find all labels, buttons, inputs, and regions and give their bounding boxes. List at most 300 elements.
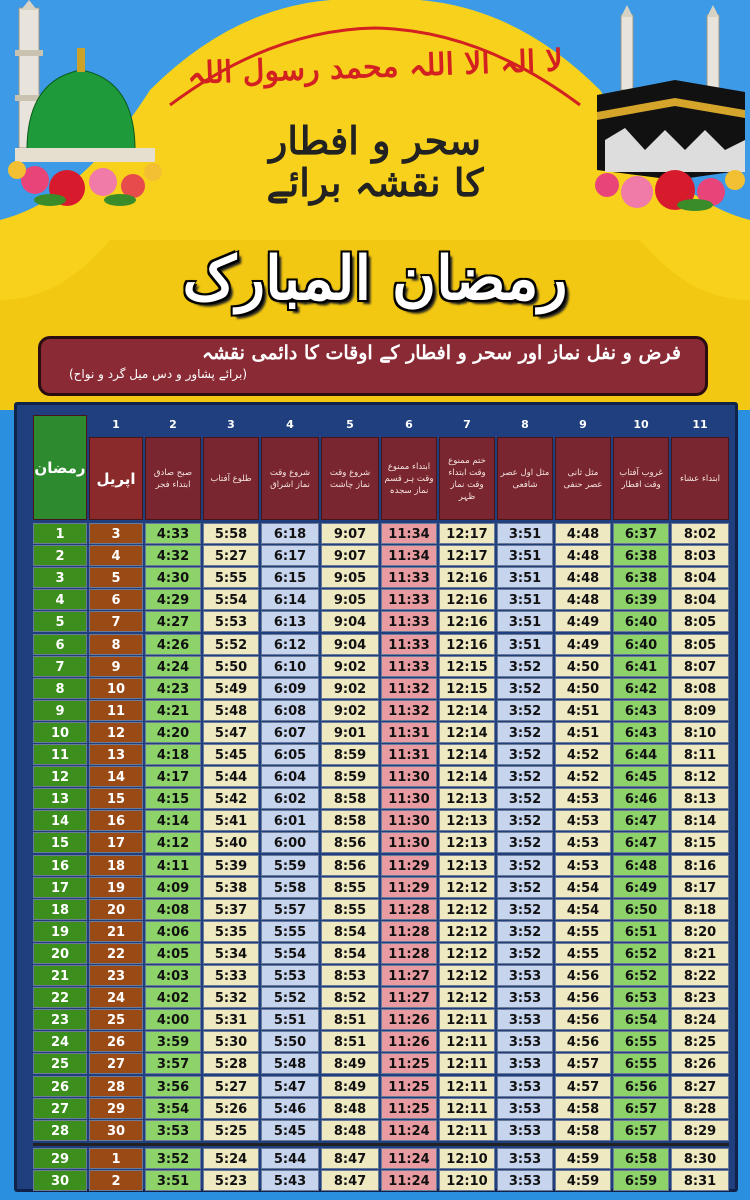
time-cell: 6:17 (261, 545, 319, 566)
ramzan-day-cell: 17 (33, 877, 87, 898)
time-cell: 8:51 (321, 1031, 379, 1052)
time-cell: 3:53 (497, 1031, 553, 1052)
time-cell: 5:54 (261, 943, 319, 964)
time-cell: 9:05 (321, 589, 379, 610)
time-cell: 8:14 (671, 810, 729, 831)
time-cell: 4:52 (555, 766, 611, 787)
time-cell: 9:05 (321, 567, 379, 588)
time-cell: 8:58 (321, 810, 379, 831)
time-cell: 3:51 (497, 523, 553, 544)
time-cell: 3:53 (497, 1098, 553, 1119)
time-cell: 11:28 (381, 899, 437, 920)
ramzan-day-cell: 4 (33, 589, 87, 610)
time-cell: 6:18 (261, 523, 319, 544)
time-cell: 4:27 (145, 611, 201, 632)
time-cell: 4:56 (555, 1009, 611, 1030)
time-cell: 8:29 (671, 1120, 729, 1141)
april-date-cell: 1 (89, 1148, 143, 1169)
time-cell: 6:37 (613, 523, 669, 544)
time-cell: 8:03 (671, 545, 729, 566)
time-cell: 5:43 (261, 1170, 319, 1191)
time-cell: 5:27 (203, 545, 259, 566)
time-cell: 5:52 (203, 634, 259, 655)
time-cell: 6:52 (613, 965, 669, 986)
column-number: 1 (112, 418, 120, 431)
time-cell: 4:23 (145, 678, 201, 699)
time-cell: 6:40 (613, 634, 669, 655)
time-cell: 12:12 (439, 987, 495, 1008)
time-cell: 4:02 (145, 987, 201, 1008)
column-number: 9 (579, 418, 587, 431)
time-cell: 11:25 (381, 1098, 437, 1119)
april-date-cell: 3 (89, 523, 143, 544)
time-cell: 12:16 (439, 567, 495, 588)
column-number: 4 (286, 418, 294, 431)
time-cell: 8:48 (321, 1098, 379, 1119)
time-cell: 3:52 (497, 678, 553, 699)
time-cell: 5:41 (203, 810, 259, 831)
time-cell: 6:46 (613, 788, 669, 809)
time-cell: 4:59 (555, 1148, 611, 1169)
time-cell: 12:11 (439, 1053, 495, 1074)
time-cell: 5:44 (261, 1148, 319, 1169)
time-cell: 6:52 (613, 943, 669, 964)
time-cell: 12:14 (439, 744, 495, 765)
ramzan-day-cell: 28 (33, 1120, 87, 1141)
april-date-cell: 20 (89, 899, 143, 920)
time-cell: 8:47 (321, 1148, 379, 1169)
time-cell: 4:17 (145, 766, 201, 787)
time-cell: 4:30 (145, 567, 201, 588)
time-cell: 5:47 (261, 1076, 319, 1097)
time-cell: 9:02 (321, 678, 379, 699)
time-cell: 6:12 (261, 634, 319, 655)
time-cell: 12:11 (439, 1076, 495, 1097)
april-date-cell: 22 (89, 943, 143, 964)
time-cell: 5:55 (261, 921, 319, 942)
time-cell: 6:57 (613, 1098, 669, 1119)
time-cell: 6:14 (261, 589, 319, 610)
time-cell: 6:00 (261, 832, 319, 853)
time-cell: 12:13 (439, 832, 495, 853)
time-cell: 5:30 (203, 1031, 259, 1052)
column-number: 2 (169, 418, 177, 431)
time-cell: 4:54 (555, 899, 611, 920)
time-cell: 4:48 (555, 567, 611, 588)
time-cell: 11:33 (381, 656, 437, 677)
april-date-cell: 2 (89, 1170, 143, 1191)
ramzan-day-cell: 25 (33, 1053, 87, 1074)
time-cell: 5:49 (203, 678, 259, 699)
time-cell: 4:48 (555, 545, 611, 566)
time-cell: 5:55 (203, 567, 259, 588)
time-cell: 8:18 (671, 899, 729, 920)
time-cell: 12:11 (439, 1120, 495, 1141)
column-number: 6 (405, 418, 413, 431)
time-cell: 8:55 (321, 877, 379, 898)
time-cell: 3:52 (497, 832, 553, 853)
time-cell: 4:29 (145, 589, 201, 610)
ramzan-day-cell: 26 (33, 1076, 87, 1097)
april-date-cell: 12 (89, 722, 143, 743)
april-date-cell: 19 (89, 877, 143, 898)
time-cell: 11:32 (381, 678, 437, 699)
time-cell: 8:48 (321, 1120, 379, 1141)
time-cell: 8:59 (321, 744, 379, 765)
kalima-text: لا الہ الا اللہ محمد رسول اللہ (186, 43, 564, 92)
time-cell: 4:48 (555, 523, 611, 544)
time-cell: 8:10 (671, 722, 729, 743)
time-cell: 5:44 (203, 766, 259, 787)
time-cell: 5:42 (203, 788, 259, 809)
ramzan-day-cell: 15 (33, 832, 87, 853)
time-cell: 4:57 (555, 1053, 611, 1074)
time-cell: 8:53 (321, 965, 379, 986)
time-cell: 8:11 (671, 744, 729, 765)
time-cell: 8:12 (671, 766, 729, 787)
time-cell: 4:53 (555, 832, 611, 853)
time-cell: 8:25 (671, 1031, 729, 1052)
time-cell: 5:58 (261, 877, 319, 898)
april-date-cell: 15 (89, 788, 143, 809)
time-cell: 4:05 (145, 943, 201, 964)
time-cell: 5:31 (203, 1009, 259, 1030)
time-cell: 3:53 (497, 1120, 553, 1141)
time-cell: 4:58 (555, 1120, 611, 1141)
april-date-cell: 21 (89, 921, 143, 942)
ramzan-day-cell: 14 (33, 810, 87, 831)
time-cell: 11:28 (381, 921, 437, 942)
time-cell: 11:32 (381, 700, 437, 721)
time-cell: 3:51 (497, 545, 553, 566)
month-separator (33, 1143, 729, 1146)
time-cell: 4:14 (145, 810, 201, 831)
time-cell: 9:07 (321, 523, 379, 544)
time-cell: 3:52 (497, 855, 553, 876)
column-number: 3 (227, 418, 235, 431)
time-cell: 4:49 (555, 634, 611, 655)
time-cell: 11:30 (381, 788, 437, 809)
time-cell: 8:04 (671, 589, 729, 610)
time-cell: 4:24 (145, 656, 201, 677)
time-cell: 8:05 (671, 611, 729, 632)
time-cell: 6:10 (261, 656, 319, 677)
time-cell: 11:34 (381, 545, 437, 566)
april-date-cell: 11 (89, 700, 143, 721)
time-cell: 4:26 (145, 634, 201, 655)
column-header: ختم ممنوع وقت ابتداء وقت نماز ظہر (439, 437, 495, 520)
column-number: 10 (633, 418, 649, 431)
time-cell: 3:53 (497, 1009, 553, 1030)
time-cell: 8:15 (671, 832, 729, 853)
time-cell: 4:54 (555, 877, 611, 898)
time-cell: 5:50 (203, 656, 259, 677)
time-cell: 8:17 (671, 877, 729, 898)
time-cell: 12:12 (439, 921, 495, 942)
time-cell: 5:26 (203, 1098, 259, 1119)
time-cell: 4:21 (145, 700, 201, 721)
time-cell: 6:57 (613, 1120, 669, 1141)
time-cell: 12:11 (439, 1098, 495, 1119)
time-cell: 12:14 (439, 700, 495, 721)
time-cell: 6:08 (261, 700, 319, 721)
april-date-cell: 7 (89, 611, 143, 632)
time-cell: 4:06 (145, 921, 201, 942)
time-cell: 12:12 (439, 899, 495, 920)
time-cell: 11:24 (381, 1148, 437, 1169)
time-cell: 6:04 (261, 766, 319, 787)
april-date-cell: 5 (89, 567, 143, 588)
time-cell: 8:16 (671, 855, 729, 876)
ramzan-day-cell: 19 (33, 921, 87, 942)
time-cell: 4:08 (145, 899, 201, 920)
time-cell: 4:48 (555, 589, 611, 610)
april-date-cell: 23 (89, 965, 143, 986)
time-cell: 3:51 (497, 567, 553, 588)
time-cell: 5:57 (261, 899, 319, 920)
time-cell: 5:28 (203, 1053, 259, 1074)
column-number: 5 (346, 418, 354, 431)
time-cell: 6:01 (261, 810, 319, 831)
time-cell: 4:58 (555, 1098, 611, 1119)
time-cell: 6:07 (261, 722, 319, 743)
time-cell: 4:15 (145, 788, 201, 809)
time-cell: 12:10 (439, 1170, 495, 1191)
april-date-cell: 8 (89, 634, 143, 655)
title-ramzan-mubarak: رمضان المبارک (182, 244, 568, 314)
time-cell: 8:07 (671, 656, 729, 677)
time-cell: 3:52 (497, 810, 553, 831)
time-cell: 12:14 (439, 766, 495, 787)
time-cell: 4:11 (145, 855, 201, 876)
time-cell: 11:29 (381, 855, 437, 876)
time-cell: 6:48 (613, 855, 669, 876)
time-cell: 8:08 (671, 678, 729, 699)
time-cell: 5:39 (203, 855, 259, 876)
time-cell: 8:59 (321, 766, 379, 787)
time-cell: 5:58 (203, 523, 259, 544)
time-cell: 8:49 (321, 1076, 379, 1097)
time-cell: 5:25 (203, 1120, 259, 1141)
time-cell: 11:31 (381, 722, 437, 743)
time-cell: 6:49 (613, 877, 669, 898)
column-header: طلوع آفتاب (203, 437, 259, 520)
time-cell: 9:07 (321, 545, 379, 566)
time-cell: 6:44 (613, 744, 669, 765)
time-cell: 3:52 (497, 722, 553, 743)
time-cell: 11:33 (381, 567, 437, 588)
time-cell: 12:13 (439, 810, 495, 831)
time-cell: 5:32 (203, 987, 259, 1008)
time-cell: 11:24 (381, 1120, 437, 1141)
time-cell: 4:59 (555, 1170, 611, 1191)
time-cell: 4:03 (145, 965, 201, 986)
time-cell: 8:27 (671, 1076, 729, 1097)
time-cell: 6:39 (613, 589, 669, 610)
time-cell: 8:30 (671, 1148, 729, 1169)
time-cell: 3:53 (145, 1120, 201, 1141)
time-cell: 4:53 (555, 855, 611, 876)
time-cell: 5:48 (261, 1053, 319, 1074)
ramzan-day-cell: 8 (33, 678, 87, 699)
time-cell: 5:24 (203, 1148, 259, 1169)
time-cell: 8:21 (671, 943, 729, 964)
time-cell: 8:56 (321, 832, 379, 853)
time-cell: 6:42 (613, 678, 669, 699)
time-cell: 6:40 (613, 611, 669, 632)
time-cell: 6:02 (261, 788, 319, 809)
april-date-cell: 4 (89, 545, 143, 566)
time-cell: 8:52 (321, 987, 379, 1008)
time-cell: 5:40 (203, 832, 259, 853)
time-cell: 11:34 (381, 523, 437, 544)
april-date-cell: 30 (89, 1120, 143, 1141)
time-cell: 12:15 (439, 656, 495, 677)
time-cell: 3:53 (497, 965, 553, 986)
time-cell: 5:46 (261, 1098, 319, 1119)
time-cell: 3:52 (497, 877, 553, 898)
ramzan-day-cell: 29 (33, 1148, 87, 1169)
time-cell: 6:51 (613, 921, 669, 942)
ramzan-day-cell: 23 (33, 1009, 87, 1030)
time-cell: 6:38 (613, 545, 669, 566)
time-cell: 3:52 (145, 1148, 201, 1169)
ramzan-day-cell: 9 (33, 700, 87, 721)
april-date-cell: 6 (89, 589, 143, 610)
banner-main-text: فرض و نفل نماز اور سحر و افطار کے اوقات کا دائمی نقشہ (201, 342, 681, 364)
time-cell: 12:11 (439, 1031, 495, 1052)
time-cell: 12:16 (439, 611, 495, 632)
ramzan-day-cell: 16 (33, 855, 87, 876)
time-cell: 5:45 (203, 744, 259, 765)
ramzan-day-cell: 6 (33, 634, 87, 655)
time-cell: 4:55 (555, 943, 611, 964)
time-cell: 4:50 (555, 678, 611, 699)
column-header: شروع وقت نماز اشراق (261, 437, 319, 520)
time-cell: 8:13 (671, 788, 729, 809)
time-cell: 5:54 (203, 589, 259, 610)
time-cell: 3:51 (497, 611, 553, 632)
time-cell: 11:31 (381, 744, 437, 765)
time-cell: 12:14 (439, 722, 495, 743)
time-cell: 4:56 (555, 987, 611, 1008)
time-cell: 3:51 (497, 589, 553, 610)
time-cell: 9:01 (321, 722, 379, 743)
ramzan-day-cell: 12 (33, 766, 87, 787)
time-cell: 12:16 (439, 589, 495, 610)
time-cell: 4:51 (555, 700, 611, 721)
time-cell: 6:56 (613, 1076, 669, 1097)
time-cell: 4:55 (555, 921, 611, 942)
time-cell: 5:35 (203, 921, 259, 942)
time-cell: 5:50 (261, 1031, 319, 1052)
time-cell: 12:12 (439, 877, 495, 898)
ramzan-day-cell: 20 (33, 943, 87, 964)
april-date-cell: 24 (89, 987, 143, 1008)
time-cell: 4:33 (145, 523, 201, 544)
time-cell: 3:59 (145, 1031, 201, 1052)
ramzan-day-cell: 2 (33, 545, 87, 566)
april-date-cell: 18 (89, 855, 143, 876)
time-cell: 6:47 (613, 832, 669, 853)
april-date-cell: 14 (89, 766, 143, 787)
time-cell: 3:52 (497, 899, 553, 920)
time-cell: 12:15 (439, 678, 495, 699)
time-cell: 6:38 (613, 567, 669, 588)
time-cell: 8:58 (321, 788, 379, 809)
ramzan-day-cell: 22 (33, 987, 87, 1008)
time-cell: 5:45 (261, 1120, 319, 1141)
time-cell: 6:54 (613, 1009, 669, 1030)
time-cell: 12:17 (439, 523, 495, 544)
time-cell: 6:53 (613, 987, 669, 1008)
april-date-cell: 26 (89, 1031, 143, 1052)
time-cell: 11:24 (381, 1170, 437, 1191)
time-cell: 6:43 (613, 700, 669, 721)
time-cell: 6:55 (613, 1053, 669, 1074)
time-cell: 12:11 (439, 1009, 495, 1030)
time-cell: 8:05 (671, 634, 729, 655)
ramzan-day-cell: 27 (33, 1098, 87, 1119)
time-cell: 12:13 (439, 788, 495, 809)
ramzan-day-cell: 30 (33, 1170, 87, 1191)
april-date-cell: 27 (89, 1053, 143, 1074)
time-cell: 9:02 (321, 700, 379, 721)
april-date-cell: 17 (89, 832, 143, 853)
time-cell: 11:25 (381, 1076, 437, 1097)
time-cell: 4:32 (145, 545, 201, 566)
time-cell: 8:31 (671, 1170, 729, 1191)
time-cell: 6:41 (613, 656, 669, 677)
header-ramzan: رمضان (33, 415, 87, 520)
column-header: شروع وقت نماز چاشت (321, 437, 379, 520)
column-header: ابتداء ممنوع وقت ہر قسم نماز سجدہ (381, 437, 437, 520)
time-cell: 8:54 (321, 943, 379, 964)
column-header: مثل ثانی عصر حنفی (555, 437, 611, 520)
column-header: ابتداء عشاء (671, 437, 729, 520)
time-cell: 3:52 (497, 788, 553, 809)
time-cell: 8:24 (671, 1009, 729, 1030)
time-cell: 8:28 (671, 1098, 729, 1119)
column-number: 11 (692, 418, 708, 431)
time-cell: 3:53 (497, 1053, 553, 1074)
time-cell: 3:52 (497, 700, 553, 721)
time-cell: 5:38 (203, 877, 259, 898)
time-cell: 8:51 (321, 1009, 379, 1030)
ramzan-day-cell: 10 (33, 722, 87, 743)
time-cell: 3:53 (497, 1148, 553, 1169)
time-cell: 6:45 (613, 766, 669, 787)
time-cell: 3:53 (497, 987, 553, 1008)
april-date-cell: 13 (89, 744, 143, 765)
time-cell: 4:09 (145, 877, 201, 898)
time-cell: 4:57 (555, 1076, 611, 1097)
time-cell: 11:29 (381, 877, 437, 898)
time-cell: 8:02 (671, 523, 729, 544)
time-cell: 4:20 (145, 722, 201, 743)
time-cell: 8:20 (671, 921, 729, 942)
banner-sub-text: (برائے پشاور و دس میل گرد و نواح) (69, 367, 248, 381)
time-cell: 6:13 (261, 611, 319, 632)
ramzan-day-cell: 3 (33, 567, 87, 588)
time-cell: 11:27 (381, 987, 437, 1008)
april-date-cell: 28 (89, 1076, 143, 1097)
time-cell: 8:49 (321, 1053, 379, 1074)
ramzan-day-cell: 24 (33, 1031, 87, 1052)
time-cell: 3:52 (497, 921, 553, 942)
time-cell: 8:55 (321, 899, 379, 920)
time-cell: 6:55 (613, 1031, 669, 1052)
